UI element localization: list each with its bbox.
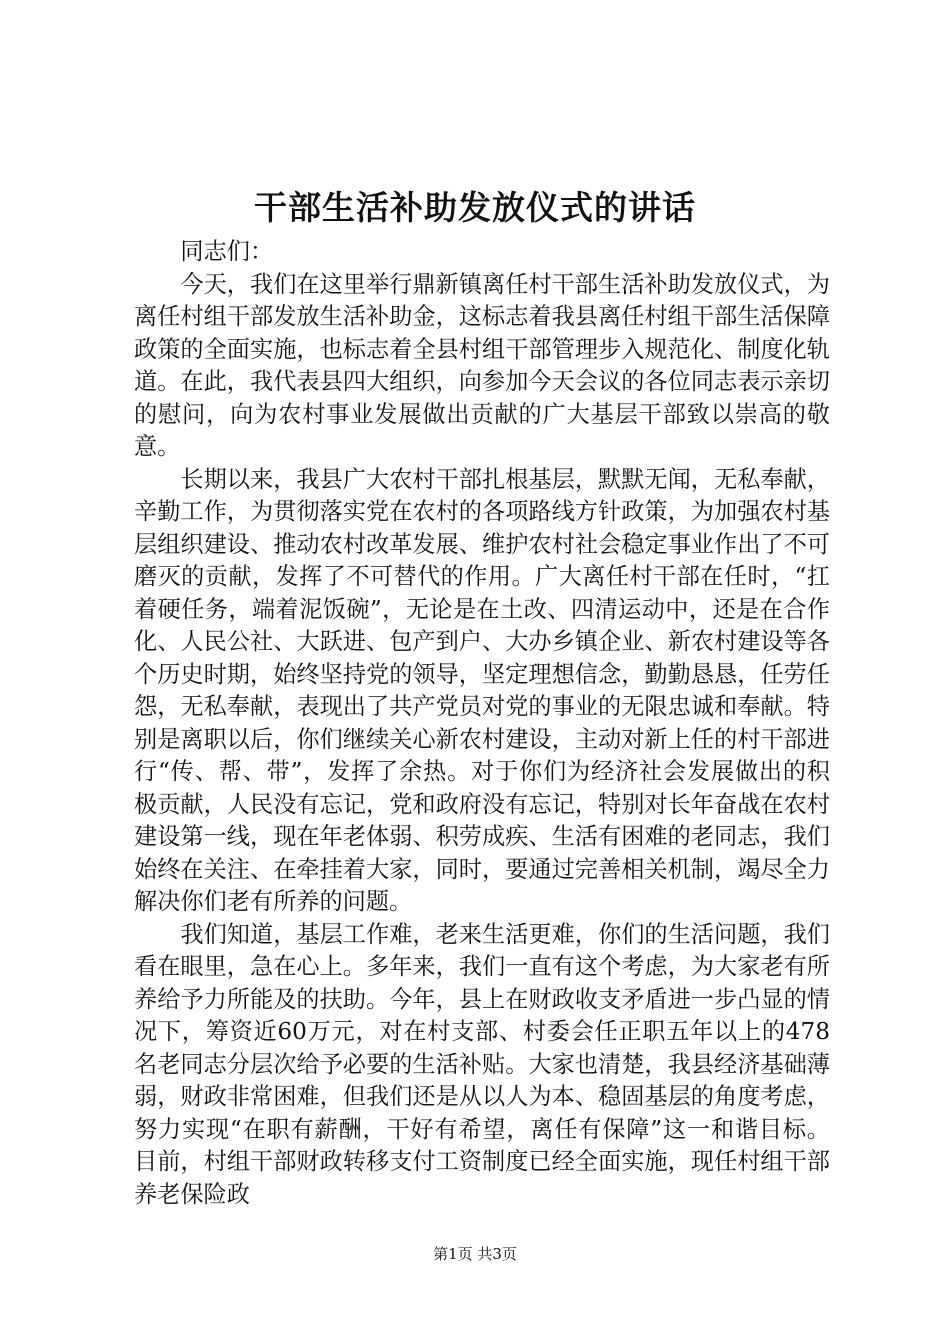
page-footer	[0, 1244, 950, 1264]
page-indicator: 第1页 共3页	[433, 1245, 517, 1263]
paragraph-3: 我们知道，基层工作难，老来生活更难，你们的生活问题，我们看在眼里，急在心上。多年来，我们一直有这个考虑，为大家老有所养给予力所能及的扶助。今年，县上在财政收支矛盾进一步凸显的情况下，筹资近60万元，对在村支部、村委会任正职五年以上的478名老同志分层次给予必要的生活补贴。大家也清楚，我县经济基础薄弱，财政非常困难，但我们还是从以人为本、稳固基层的角度考虑，努力实现“在职有薪酬，干好有希望，离任有保障”这一和谐目标。目前，村组干部财政转移支付工资制度已经全面实施，现任村组干部养老保险政	[134, 920, 830, 1208]
paragraph-1: 今天，我们在这里举行鼎新镇离任村干部生活补助发放仪式，为离任村组干部发放生活补助金，这标志着我县离任村组干部生活保障政策的全面实施，也标志着全县村组干部管理步入规范化、制度化轨道。在此，我代表县四大组织，向参加今天会议的各位同志表示亲切的慰问，向为农村事业发展做出贡献的广大基层干部致以崇高的敬意。	[134, 270, 830, 460]
salutation: 同志们：	[180, 238, 274, 265]
document-body	[134, 236, 830, 1211]
paragraph-2: 长期以来，我县广大农村干部扎根基层，默默无闻，无私奉献，辛勤工作，为贯彻落实党在农村的各项路线方针政策，为加强农村基层组织建设、推动农村改革发展、维护农村社会稳定事业作出了不可磨灭的贡献，发挥了不可替代的作用。广大离任村干部在任时，“扛着硬任务，端着泥饭碗”，无论是在土改、四清运动中，还是在合作化、人民公社、大跃进、包产到户、大办乡镇企业、新农村建设等各个历史时期，始终坚持党的领导，坚定理想信念，勤勤恳恳，任劳任怨，无私奉献，表现出了共产党员对党的事业的无限忠诚和奉献。特别是离职以后，你们继续关心新农村建设，主动对新上任的村干部进行“传、帮、带”，发挥了余热。对于你们为经济社会发展做出的积极贡献，人民没有忘记，党和政府没有忘记，特别对长年奋战在农村建设第一线，现在年老体弱、积劳成疾、生活有困难的老同志，我们始终在关注、在牵挂着大家，同时，要通过完善相关机制，竭尽全力解决你们老有所养的问题。	[134, 465, 830, 915]
document-title: 干部生活补助发放仪式的讲话	[254, 188, 696, 227]
